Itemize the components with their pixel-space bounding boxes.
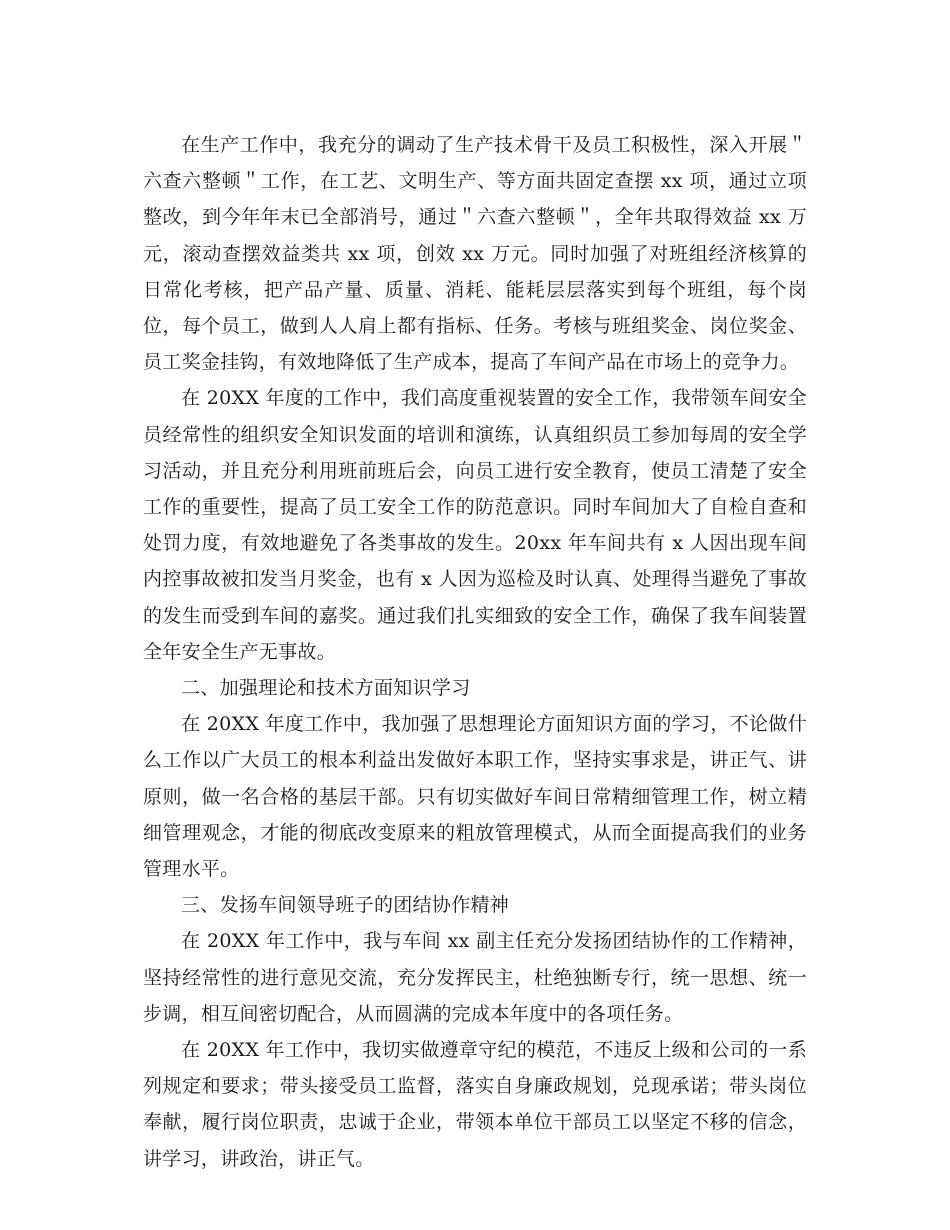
paragraph-safety-work: 在 20XX 年度的工作中，我们高度重视装置的安全工作，我带领车间安全员经常性的组织安全知识发面的培训和演练，认真组织员工参加每周的安全学习活动，并且充分利用班前班后会，向员工进行安全教育，使员工清楚了安全工作的重要性，提高了员工安全工作的防范意识。同时车间加大了自检自查和处罚力度，有效地避免了各类事故的发生。20xx 年车间共有 x 人因出现车间内控事故被扣发当月奖金，也有 x 人因为巡检及时认真、处理得当避免了事故的发生而受到车间的嘉奖。通过我们扎实细致的安全工作，确保了我车间装置全年安全生产无事故。 — [143, 387, 807, 663]
section-heading-theory-study: 二、加强理论和技术方面知识学习 — [181, 677, 471, 700]
section-heading-teamwork: 三、发扬车间领导班子的团结协作精神 — [181, 894, 510, 917]
paragraph-teamwork: 在 20XX 年工作中，我与车间 xx 副主任充分发扬团结协作的工作精神，坚持经常性的进行意见交流，充分发挥民主，杜绝独断专行，统一思想、统一步调，相互间密切配合，从而圆满的完成本年度中的各项任务。 — [143, 930, 807, 1025]
paragraph-production-work: 在生产工作中，我充分的调动了生产技术骨干及员工积极性，深入开展＂六查六整顿＂工作，在工艺、文明生产、等方面共固定查摆 xx 项，通过立项整改，到今年年末已全部消号，通过＂六查六整顿＂，全年共取得效益 xx 万元，滚动查摆效益类共 xx 项，创效 xx 万元。同时加强了对班组经济核算的日常化考核，把产品产量、质量、消耗、能耗层层落实到每个班组，每个岗位，每个员工，做到人人肩上都有指标、任务。考核与班组奖金、岗位奖金、员工奖金挂钩，有效地降低了生产成本，提高了车间产品在市场上的竞争力。 — [143, 134, 807, 374]
paragraph-theory-study: 在 20XX 年度工作中，我加强了思想理论方面知识方面的学习，不论做什么工作以广大员工的根本利益出发做好本职工作，坚持实事求是，讲正气、讲原则，做一名合格的基层干部。只有切实做好车间日常精细管理工作，树立精细管理观念，才能的彻底改变原来的粗放管理模式，从而全面提高我们的业务管理水平。 — [143, 713, 807, 881]
paragraph-discipline: 在 20XX 年工作中，我切实做遵章守纪的模范，不违反上级和公司的一系列规定和要求；带头接受员工监督，落实自身廉政规划，兑现承诺；带头岗位奉献，履行岗位职责，忠诚于企业，带领本单位干部员工以坚定不移的信念，讲学习，讲政治，讲正气。 — [143, 1039, 807, 1170]
document-page — [143, 127, 807, 1177]
